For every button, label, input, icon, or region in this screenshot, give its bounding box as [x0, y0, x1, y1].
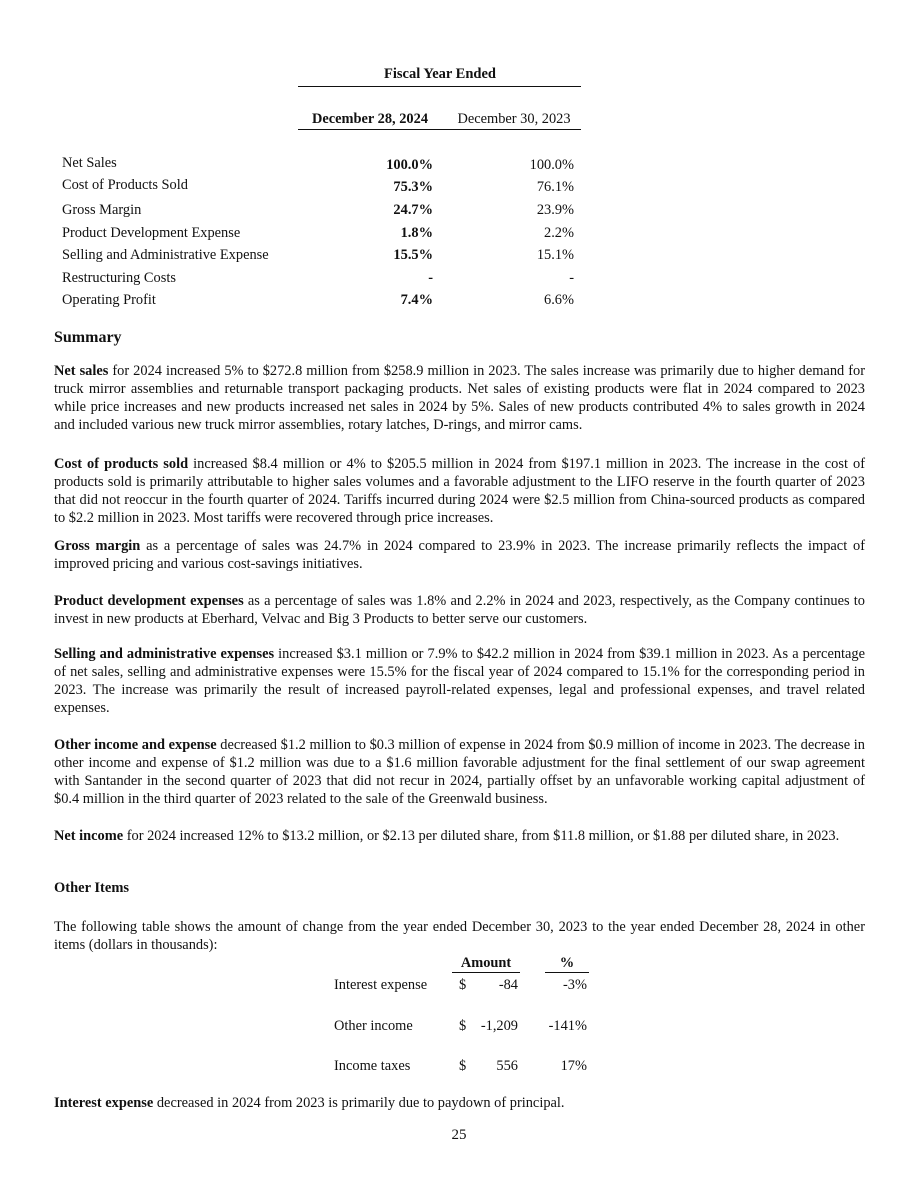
paragraph-text: increased $8.4 million or 4% to $205.5 million in 2024 from $197.1 million in 2023. The increase in the cost of products sold is primarily attributable to higher sales volumes and a favorable adjustment to the LIFO reserve in the fourth quarter of 2023 that did not reoccur in the fourth quarter of 2024. Tariffs incurred during 2024 were $2.5 million from China-sourced products as compared to $2.2 million in 2023. Most tariffs were recovered through price increases.	[54, 456, 865, 526]
row-label: Income taxes	[334, 1058, 411, 1074]
column-header-divider	[298, 129, 581, 130]
amount-value: -1,209	[480, 1018, 518, 1034]
value-2024: -	[428, 270, 433, 286]
fiscal-year-header: Fiscal Year Ended	[384, 66, 496, 82]
row-label: Net Sales	[62, 155, 117, 171]
value-2024: 1.8%	[400, 225, 433, 241]
summary-heading: Summary	[54, 329, 122, 346]
value-2023: 2.2%	[544, 225, 574, 241]
percent-value: -141%	[548, 1018, 587, 1034]
paragraph-product-development	[54, 592, 865, 628]
other-items-intro: The following table shows the amount of change from the year ended December 30, 2023 to the year ended December 28, 2024 in other items (dollars in thousands):	[54, 919, 865, 953]
paragraph-lead: Net sales	[54, 363, 109, 379]
row-label: Operating Profit	[62, 292, 156, 308]
paragraph-other-income	[54, 736, 865, 808]
amount-value: -84	[498, 977, 518, 993]
amount-header-underline	[452, 972, 520, 973]
value-2023: 6.6%	[544, 292, 574, 308]
amount-header: Amount	[460, 955, 512, 971]
percent-value: -3%	[563, 977, 587, 993]
row-label: Interest expense	[334, 977, 428, 993]
paragraph-lead: Net income	[54, 828, 124, 844]
row-label: Restructuring Costs	[62, 270, 176, 286]
dollar-sign: $	[459, 977, 467, 993]
paragraph-text: decreased $1.2 million to $0.3 million of expense in 2024 from $0.9 million of income in 2023. The decrease in other income and expense of $1.2 million was due to a $1.6 million favorable adjustment for the final settlement of our swap agreement with Santander in the second quarter of 2023 that did not recur in 2024, partially offset by an unfavorable working capital adjustment of $0.4 million in the third quarter of 2023 related to the sale of the Greenwald business.	[54, 737, 865, 807]
page-number: 25	[451, 1127, 467, 1143]
value-2023: 76.1%	[536, 179, 574, 195]
paragraph-lead: Cost of products sold	[54, 456, 189, 472]
paragraph-lead: Product development expenses	[54, 593, 244, 609]
row-label: Cost of Products Sold	[62, 177, 188, 193]
value-2024: 75.3%	[393, 179, 433, 195]
value-2024: 24.7%	[393, 202, 433, 218]
paragraph-lead: Interest expense	[54, 1095, 154, 1111]
other-items-heading: Other Items	[54, 880, 130, 896]
percent-value: 17%	[560, 1058, 587, 1074]
column-header-2024: December 28, 2024	[311, 111, 429, 127]
row-label: Selling and Administrative Expense	[62, 247, 269, 263]
value-2023: -	[569, 270, 574, 286]
dollar-sign: $	[459, 1018, 467, 1034]
value-2023: 100.0%	[529, 157, 574, 173]
paragraph-cost-of-products	[54, 455, 865, 527]
percent-header-underline	[545, 972, 589, 973]
paragraph-text: decreased in 2024 from 2023 is primarily due to paydown of principal.	[153, 1095, 565, 1111]
paragraph-selling-admin	[54, 645, 865, 717]
paragraph-gross-margin	[54, 537, 865, 573]
percent-header: %	[559, 955, 575, 971]
paragraph-text: increased $3.1 million or 7.9% to $42.2 million in 2024 from $39.1 million in 2023. As a percentage of net sales, selling and administrative expenses were 15.5% for the fiscal year of 2024 compared to 15.1% for the corresponding period in 2023. The increase was primarily the result of increased payroll-related expenses, legal and professional expenses, and travel related expenses.	[54, 646, 865, 716]
value-2024: 15.5%	[393, 247, 433, 263]
paragraph-net-sales	[54, 362, 865, 434]
column-header-2023: December 30, 2023	[457, 111, 571, 127]
value-2024: 7.4%	[400, 292, 433, 308]
paragraph-text: for 2024 increased 12% to $13.2 million, or $2.13 per diluted share, from $11.8 million, or $1.88 per diluted share, in 2023.	[123, 828, 840, 844]
paragraph-interest-expense	[54, 1094, 865, 1112]
row-label: Other income	[334, 1018, 413, 1034]
header-divider	[298, 86, 581, 87]
value-2023: 15.1%	[536, 247, 574, 263]
amount-value: 556	[496, 1058, 518, 1074]
dollar-sign: $	[459, 1058, 467, 1074]
paragraph-text: for 2024 increased 5% to $272.8 million from $258.9 million in 2023. The sales increase was primarily due to higher demand for truck mirror assemblies and returnable transport packaging products. Net sales of existing products were flat in 2024 compared to 2023 while price increases and new products increased net sales in 2024 by 5%. Sales of new products contributed 4% to sales growth in 2024 and included various new truck mirror assemblies, rotary latches, D-rings, and mirror cams.	[54, 363, 866, 433]
paragraph-lead: Gross margin	[54, 538, 141, 554]
paragraph-lead: Other income and expense	[54, 737, 217, 753]
paragraph-net-income	[54, 827, 865, 845]
paragraph-text: as a percentage of sales was 24.7% in 2024 compared to 23.9% in 2023. The increase primarily reflects the impact of improved pricing and various cost-savings initiatives.	[54, 538, 865, 572]
row-label: Gross Margin	[62, 202, 142, 218]
value-2023: 23.9%	[536, 202, 574, 218]
row-label: Product Development Expense	[62, 225, 241, 241]
value-2024: 100.0%	[386, 157, 433, 173]
paragraph-text: as a percentage of sales was 1.8% and 2.2% in 2024 and 2023, respectively, as the Company continues to invest in new products at Eberhard, Velvac and Big 3 Products to better serve our customers.	[54, 593, 865, 627]
paragraph-lead: Selling and administrative expenses	[54, 646, 275, 662]
